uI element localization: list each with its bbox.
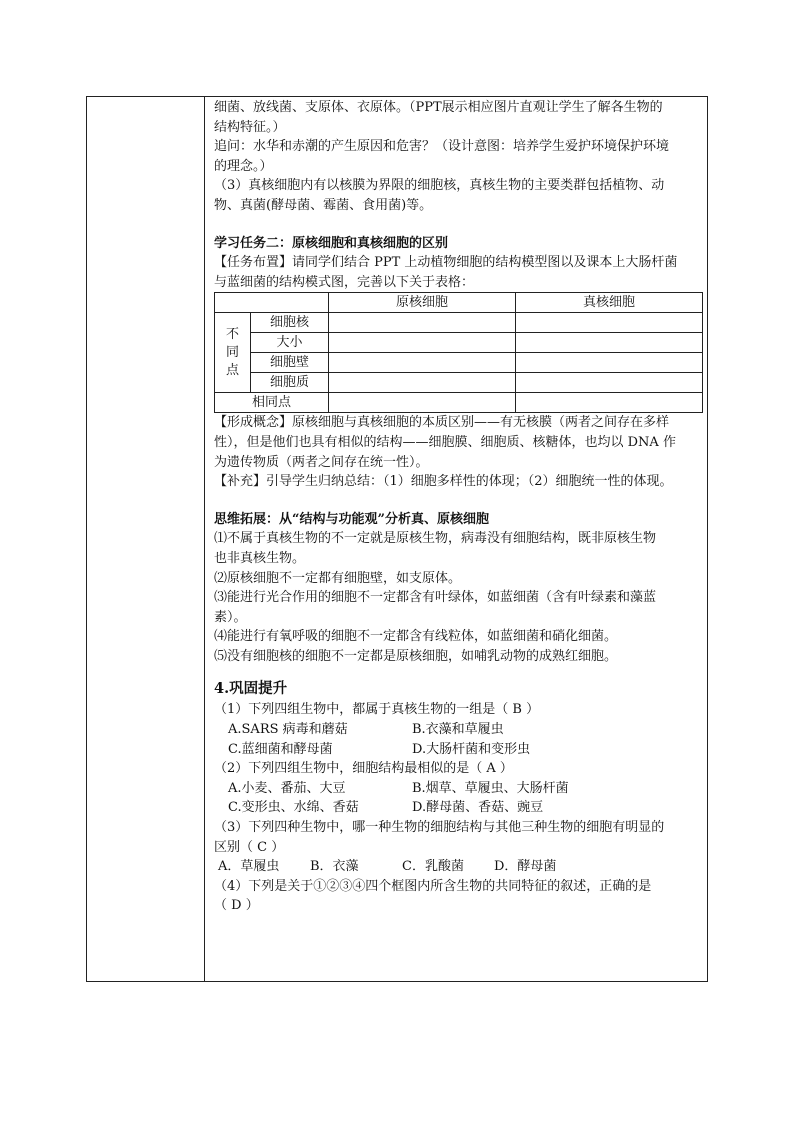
option-row bbox=[214, 857, 702, 877]
text-line: ⑶能进行光合作用的细胞不一定都含有叶绿体，如蓝细菌（含有叶绿素和藻蓝 bbox=[214, 590, 657, 606]
question-stem: （4）下列是关于①②③④四个框图内所含生物的共同特征的叙述，正确的是 bbox=[214, 878, 652, 894]
option-row bbox=[214, 740, 702, 760]
diff-label-char: 不 bbox=[225, 326, 239, 342]
text-line: 物、真菌(酵母菌、霉菌、食用菌)等。 bbox=[214, 197, 433, 213]
option-d: D.酵母菌、香菇、豌豆 bbox=[412, 800, 544, 816]
table-cell-blank[interactable] bbox=[329, 393, 516, 413]
table-header-eukaryote: 真核细胞 bbox=[516, 293, 703, 313]
table-header-prokaryote: 原核细胞 bbox=[329, 293, 516, 313]
question-stem: （2）下列四组生物中，细胞结构最相似的是（ A ） bbox=[214, 761, 513, 777]
text-line: 【补充】引导学生归纳总结：（1）细胞多样性的体现；（2）细胞统一性的体现。 bbox=[214, 474, 673, 490]
lesson-content bbox=[214, 98, 702, 916]
row-label: 细胞质 bbox=[251, 373, 329, 393]
option-b: B．衣藻 bbox=[310, 859, 359, 875]
text-line: 追问：水华和赤潮的产生原因和危害？（设计意图：培养学生爱护环境保护环境 bbox=[214, 139, 670, 155]
row-label: 细胞壁 bbox=[251, 353, 329, 373]
text-line: ⑷能进行有氧呼吸的细胞不一定都含有线粒体，如蓝细菌和硝化细菌。 bbox=[214, 629, 618, 645]
text-line: 素）。 bbox=[214, 609, 247, 625]
table-cell-blank[interactable] bbox=[516, 373, 703, 393]
question-stem: （ D ） bbox=[214, 898, 259, 914]
text-line: 结构特征。） bbox=[214, 119, 286, 135]
option-a: A．草履虫 bbox=[218, 859, 280, 875]
table-header-row bbox=[215, 293, 703, 313]
row-label: 细胞核 bbox=[251, 313, 329, 333]
table-cell-empty bbox=[215, 293, 329, 313]
table-cell-blank[interactable] bbox=[516, 313, 703, 333]
table-cell-blank[interactable] bbox=[329, 333, 516, 353]
text-line: ⑸没有细胞核的细胞不一定都是原核细胞，如哺乳动物的成熟红细胞。 bbox=[214, 648, 618, 664]
task2-title: 学习任务二：原核细胞和真核细胞的区别 bbox=[214, 235, 449, 251]
text-line: 为遗传物质（两者之间存在统一性）。 bbox=[214, 454, 429, 470]
text-line: 【任务布置】请同学们结合 PPT 上动植物细胞的结构模型图以及课本上大肠杆菌 bbox=[214, 255, 678, 271]
table-cell-blank[interactable] bbox=[329, 313, 516, 333]
question-stem: （1）下列四组生物中，都属于真核生物的一组是（ B ） bbox=[214, 702, 540, 718]
text-line: ⑵原核细胞不一定都有细胞壁，如支原体。 bbox=[214, 570, 462, 586]
table-row bbox=[215, 313, 703, 333]
diff-label-char: 点 bbox=[225, 362, 239, 378]
option-row bbox=[214, 720, 702, 740]
question-stem: 区别（ C ） bbox=[214, 839, 285, 855]
option-c: C.变形虫、水绵、香菇 bbox=[228, 800, 359, 816]
table-row bbox=[215, 393, 703, 413]
table-row bbox=[215, 373, 703, 393]
option-c: C．乳酸菌 bbox=[402, 859, 464, 875]
option-row bbox=[214, 798, 702, 818]
column-divider bbox=[204, 96, 205, 982]
row-label: 大小 bbox=[251, 333, 329, 353]
text-line: 与蓝细菌的结构模式图，完善以下关于表格： bbox=[214, 274, 475, 290]
text-line: （3）真核细胞内有以核膜为界限的细胞核，真核生物的主要类群包括植物、动 bbox=[214, 178, 665, 194]
diff-label bbox=[215, 313, 251, 393]
question-stem: （3）下列四种生物中，哪一种生物的细胞结构与其他三种生物的细胞有明显的 bbox=[214, 820, 665, 836]
text-line: 细菌、放线菌、支原体、衣原体。（PPT展示相应图片直观让学生了解各生物的 bbox=[214, 100, 663, 115]
table-row bbox=[215, 333, 703, 353]
comparison-table bbox=[214, 292, 703, 413]
text-line: 【形成概念】原核细胞与真核细胞的本质区别——有无核膜（两者之间存在多样 bbox=[214, 415, 670, 431]
table-row bbox=[215, 353, 703, 373]
table-cell-blank[interactable] bbox=[329, 353, 516, 373]
option-d: D.大肠杆菌和变形虫 bbox=[412, 741, 531, 757]
option-b: B.烟草、草履虫、大肠杆菌 bbox=[412, 780, 569, 796]
diff-label-char: 同 bbox=[225, 344, 239, 360]
thinking-title: 思维拓展：从“结构与功能观”分析真、原核细胞 bbox=[214, 511, 489, 527]
text-line: 也非真核生物。 bbox=[214, 550, 306, 566]
text-line: 性），但是他们也具有相似的结构——细胞膜、细胞质、核糖体，也均以 DNA 作 bbox=[214, 434, 676, 450]
text-line: ⑴不属于真核生物的不一定就是原核生物，病毒没有细胞结构，既非原核生物 bbox=[214, 531, 657, 547]
table-cell-blank[interactable] bbox=[516, 353, 703, 373]
option-a: A.小麦、番茄、大豆 bbox=[228, 780, 346, 796]
option-row bbox=[214, 779, 702, 799]
section-heading: 4.巩固提升 bbox=[214, 680, 288, 698]
option-d: D．酵母菌 bbox=[494, 859, 557, 875]
table-cell-blank[interactable] bbox=[329, 373, 516, 393]
same-label: 相同点 bbox=[215, 393, 329, 413]
option-c: C.蓝细菌和酵母菌 bbox=[228, 741, 333, 757]
table-cell-blank[interactable] bbox=[516, 333, 703, 353]
table-cell-blank[interactable] bbox=[516, 393, 703, 413]
text-line: 的理念。） bbox=[214, 158, 273, 174]
option-b: B.衣藻和草履虫 bbox=[412, 722, 504, 738]
option-a: A.SARS 病毒和蘑菇 bbox=[228, 722, 348, 738]
